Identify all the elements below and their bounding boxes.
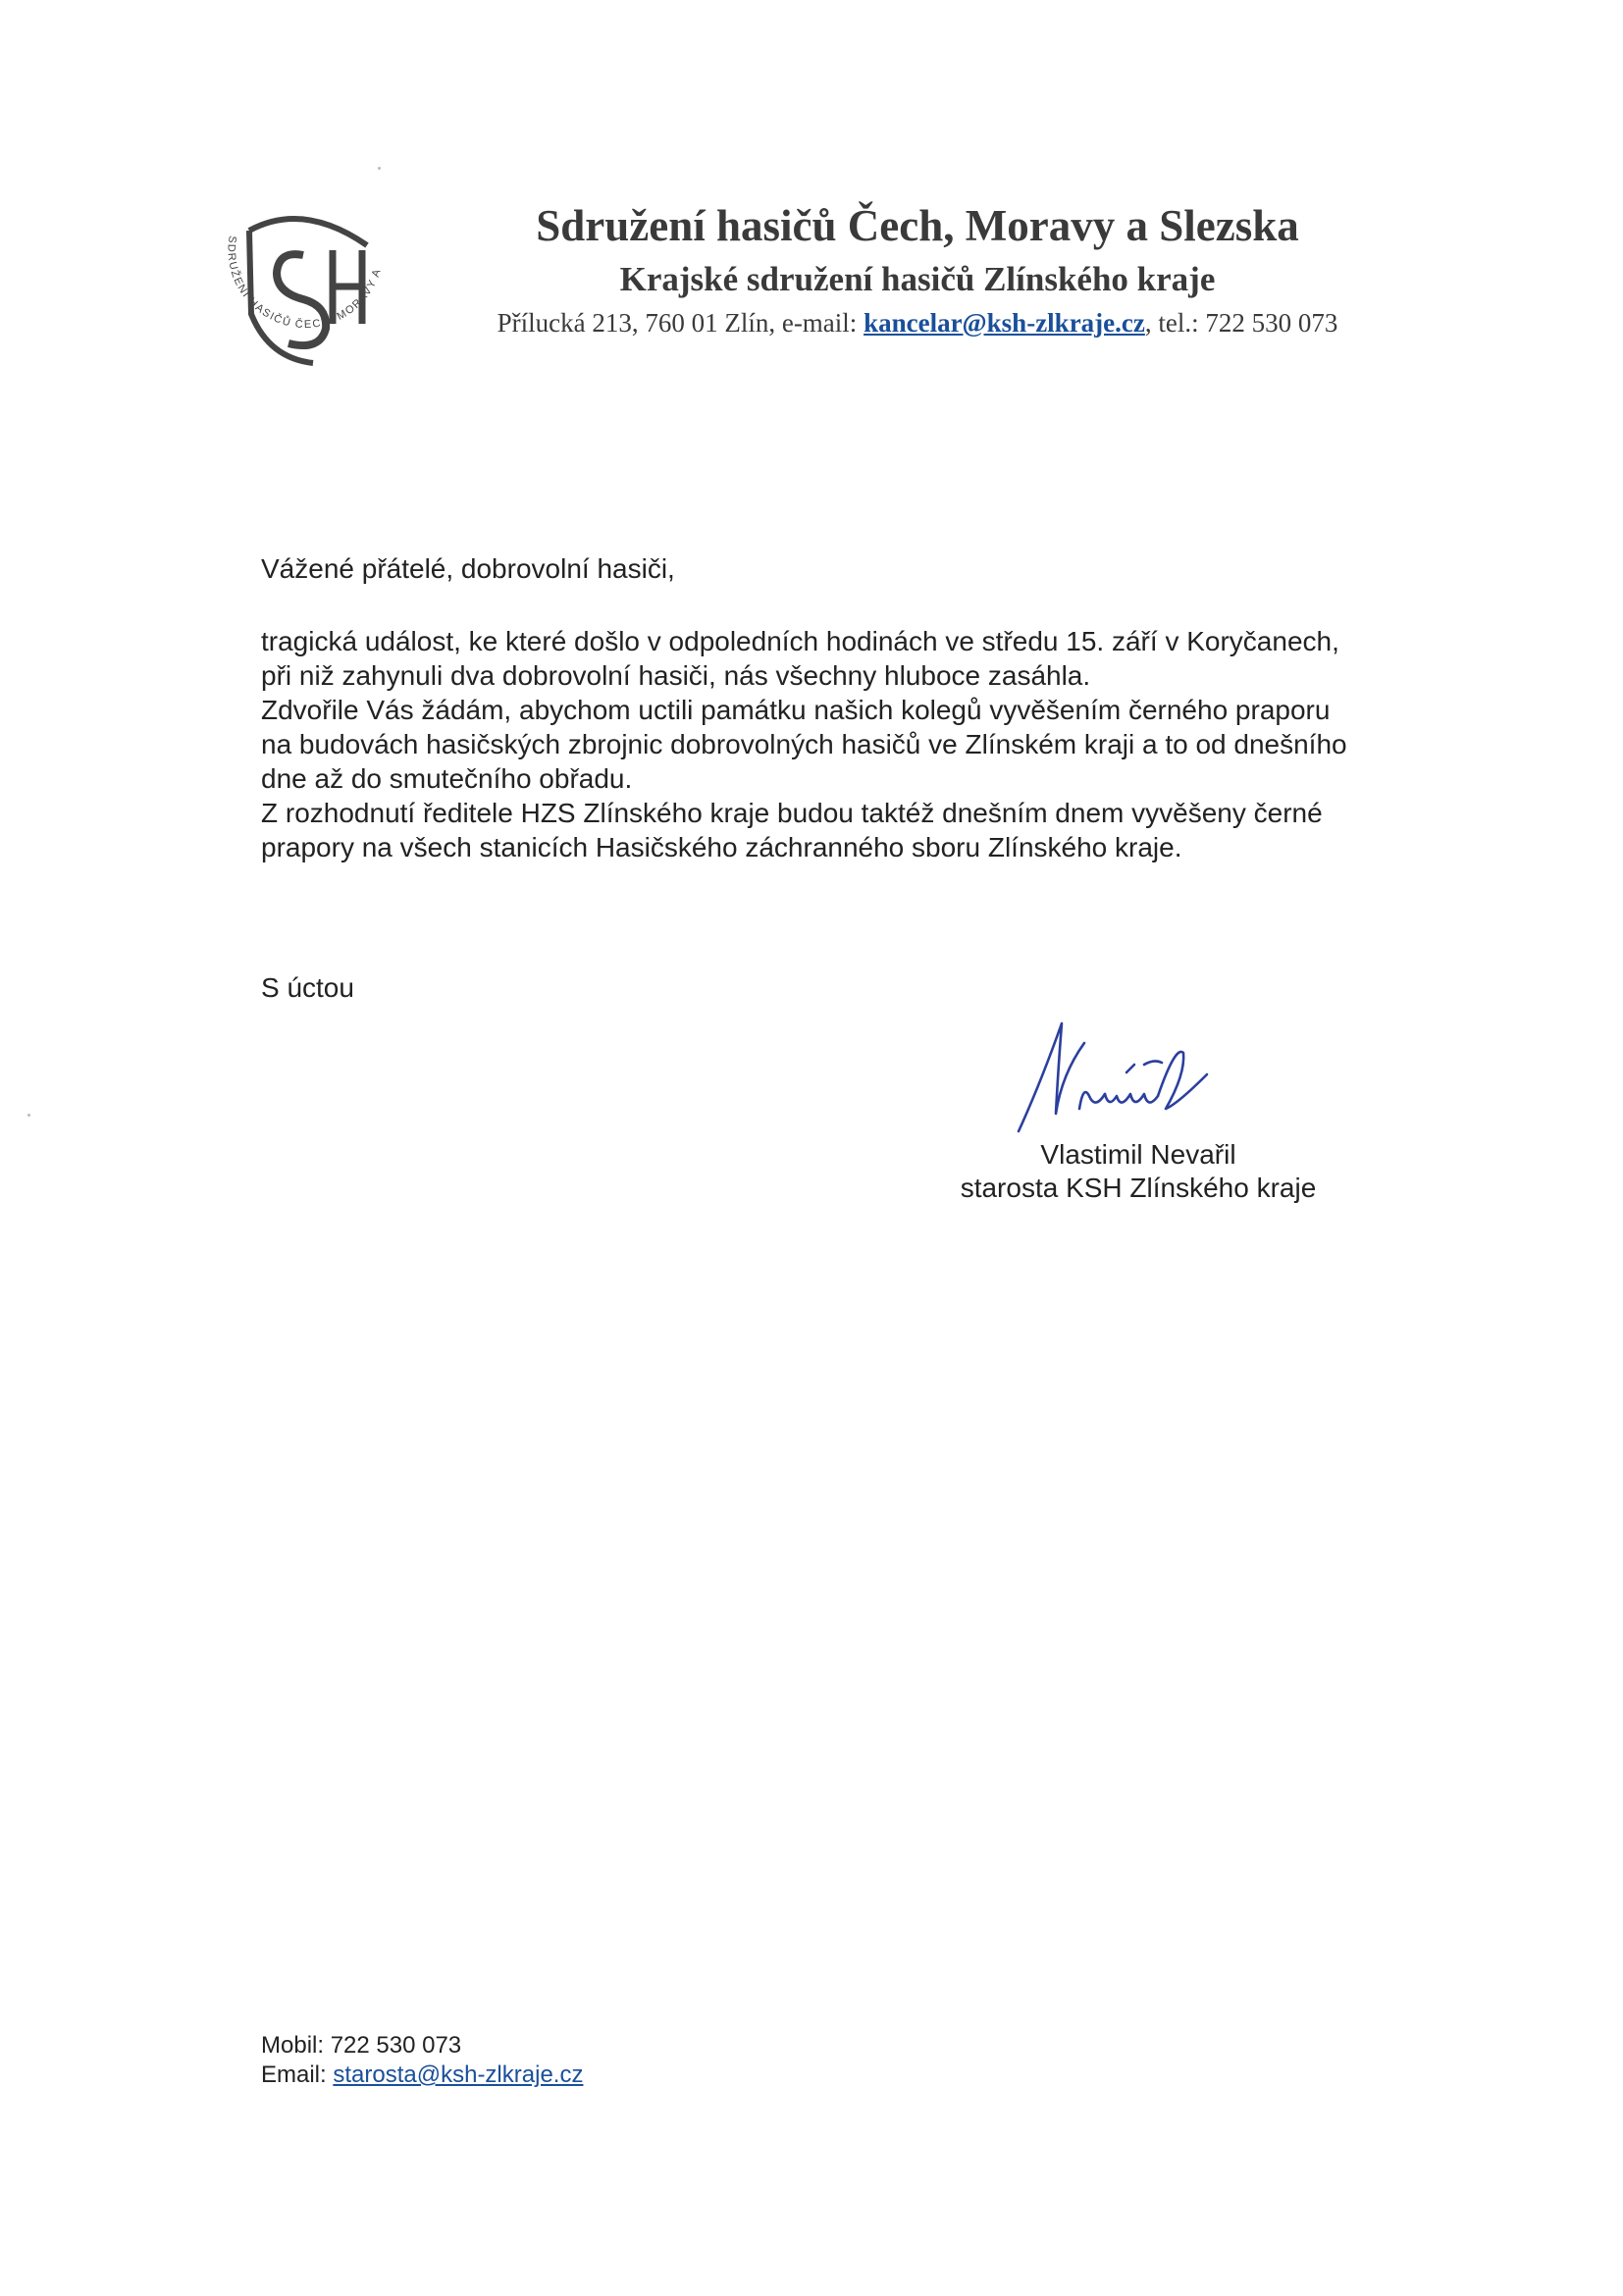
footer-email-label: Email:	[261, 2061, 334, 2088]
scan-speck	[27, 1114, 30, 1117]
footer-email-link[interactable]: starosta@ksh-zlkraje.cz	[333, 2061, 584, 2088]
svg-text:SDRUŽENÍ HASIČŮ ČECH, MORAVY A: SDRUŽENÍ HASIČŮ ČECH, MORAVY A	[225, 235, 384, 332]
body-line: dne až do smutečního obřadu.	[261, 763, 633, 794]
closing: S úctou	[261, 972, 354, 1003]
organization-address	[422, 304, 1413, 341]
signer-title: starosta KSH Zlínského kraje	[960, 1173, 1317, 1203]
scan-speck	[378, 167, 381, 170]
address-suffix: , tel.: 722 530 073	[1144, 308, 1338, 338]
letter-body	[261, 624, 1439, 864]
footer-email-line	[261, 2061, 583, 2090]
body-line: prapory na všech stanicích Hasičského záchranného sboru Zlínského kraje.	[261, 832, 1182, 862]
organization-subtitle: Krajské sdružení hasičů Zlínského kraje	[619, 260, 1216, 298]
handwritten-signature	[1011, 1016, 1227, 1138]
office-email-link[interactable]: kancelar@ksh-zlkraje.cz	[864, 308, 1145, 338]
body-line: na budovách hasičských zbrojnic dobrovolných hasičů ve Zlínském kraji a to od dnešního	[261, 729, 1347, 759]
body-line: Zdvořile Vás žádám, abychom uctili památku našich kolegů vyvěšením černého praporu	[261, 695, 1331, 725]
footer-mobile: Mobil: 722 530 073	[261, 2032, 462, 2059]
signer-block	[922, 1138, 1354, 1205]
organization-name: Sdružení hasičů Čech, Moravy a Slezska	[536, 201, 1299, 250]
salutation: Vážené přátelé, dobrovolní hasiči,	[261, 553, 675, 584]
signer-name: Vlastimil Nevařil	[1040, 1139, 1236, 1170]
association-logo	[210, 196, 396, 383]
address-prefix: Přílucká 213, 760 01 Zlín, e-mail:	[497, 308, 864, 338]
letterhead	[422, 196, 1413, 341]
body-line: tragická událost, ke které došlo v odpoledních hodinách ve středu 15. září v Koryčanech,	[261, 626, 1339, 656]
contact-footer	[261, 2031, 583, 2090]
body-line: Z rozhodnutí ředitele HZS Zlínského kraje budou taktéž dnešním dnem vyvěšeny černé	[261, 798, 1323, 828]
body-line: při niž zahynuli dva dobrovolní hasiči, nás všechny hluboce zasáhla.	[261, 660, 1091, 691]
